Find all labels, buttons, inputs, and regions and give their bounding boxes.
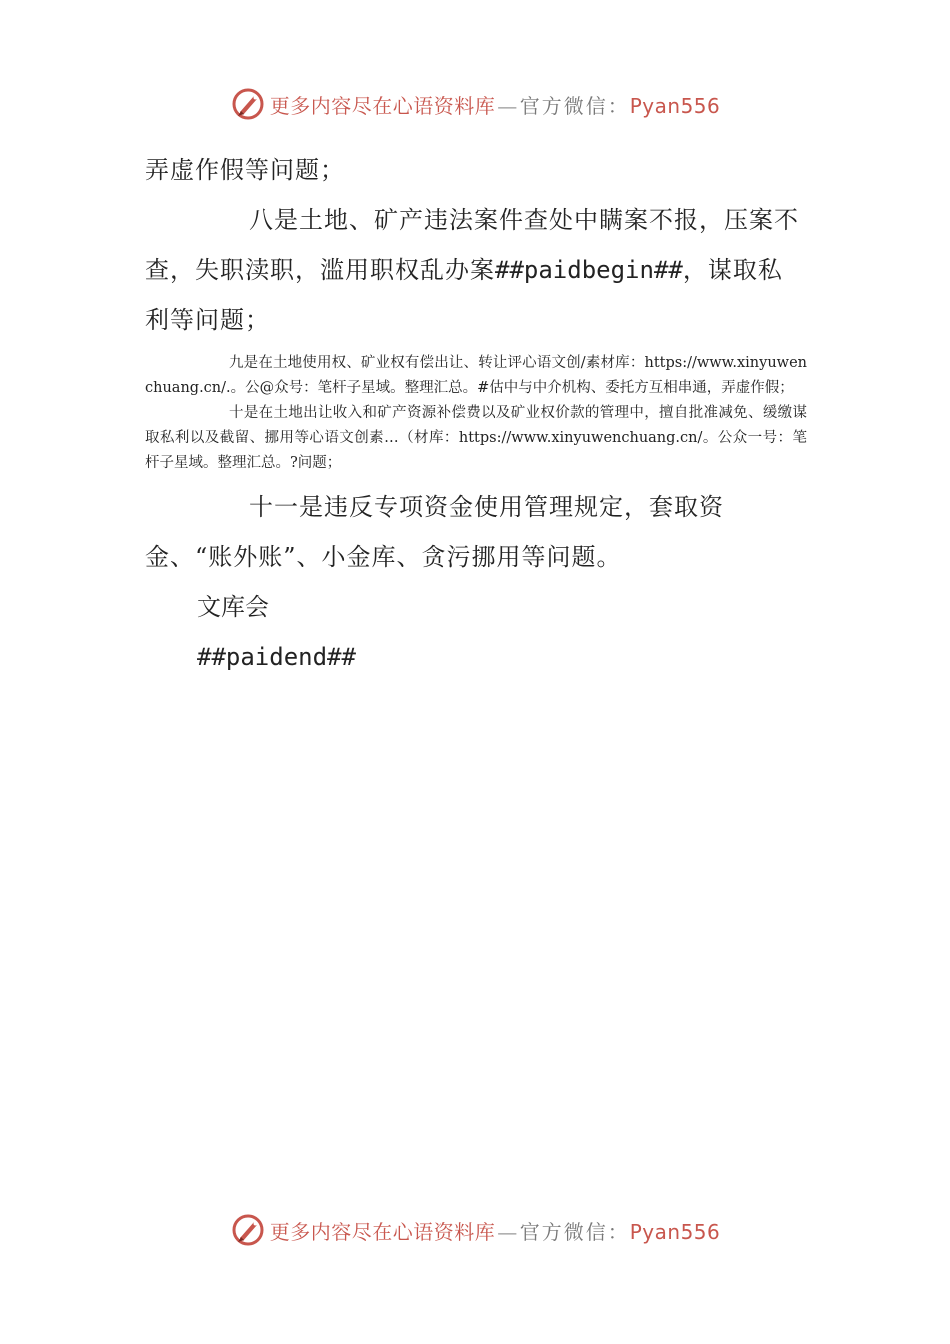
paragraph-8: 八是土地、矿产违法案件查处中瞒案不报，压案不查，失职渎职，滥用职权乱办案##paidbegin##，谋取私利等问题； xyxy=(145,206,799,334)
document-body xyxy=(145,145,807,682)
paragraph-9: 九是在土地使用权、矿业权有偿出让、转让评心语文创/素材库：https://www.xinyuwenchuang.cn/.。公@众号：笔杆子星域。整理汇总。#估中与中介机构、委托方互相串通，弄虚作假； xyxy=(145,355,807,396)
pen-logo-icon xyxy=(230,1212,266,1248)
banner-text: 更多内容尽在心语资料库 — 官方微信：Pyan556 xyxy=(269,93,721,118)
pen-logo-icon xyxy=(230,86,266,122)
paragraph-10: 十是在土地出让收入和矿产资源补偿费以及矿业权价款的管理中，擅自批准减免、缓缴谋取私利以及截留、挪用等心语文创素…（材库：https://www.xinyuwenchuang.cn/。公众一号：笔杆子星域。整理汇总。?问题； xyxy=(145,405,807,471)
paragraph-0: 弄虚作假等问题； xyxy=(145,156,345,184)
closing-text: 文库会 xyxy=(197,593,269,621)
paid-end-tag: ##paidend## xyxy=(197,643,356,671)
footer-banner xyxy=(0,1210,950,1250)
paragraph-11: 十一是违反专项资金使用管理规定，套取资金、“账外账”、小金库、贪污挪用等问题。 xyxy=(145,493,724,571)
header-banner xyxy=(0,84,950,124)
banner-text: 更多内容尽在心语资料库 — 官方微信：Pyan556 xyxy=(269,1219,721,1244)
paid-begin-tag: ##paidbegin## xyxy=(495,256,683,284)
